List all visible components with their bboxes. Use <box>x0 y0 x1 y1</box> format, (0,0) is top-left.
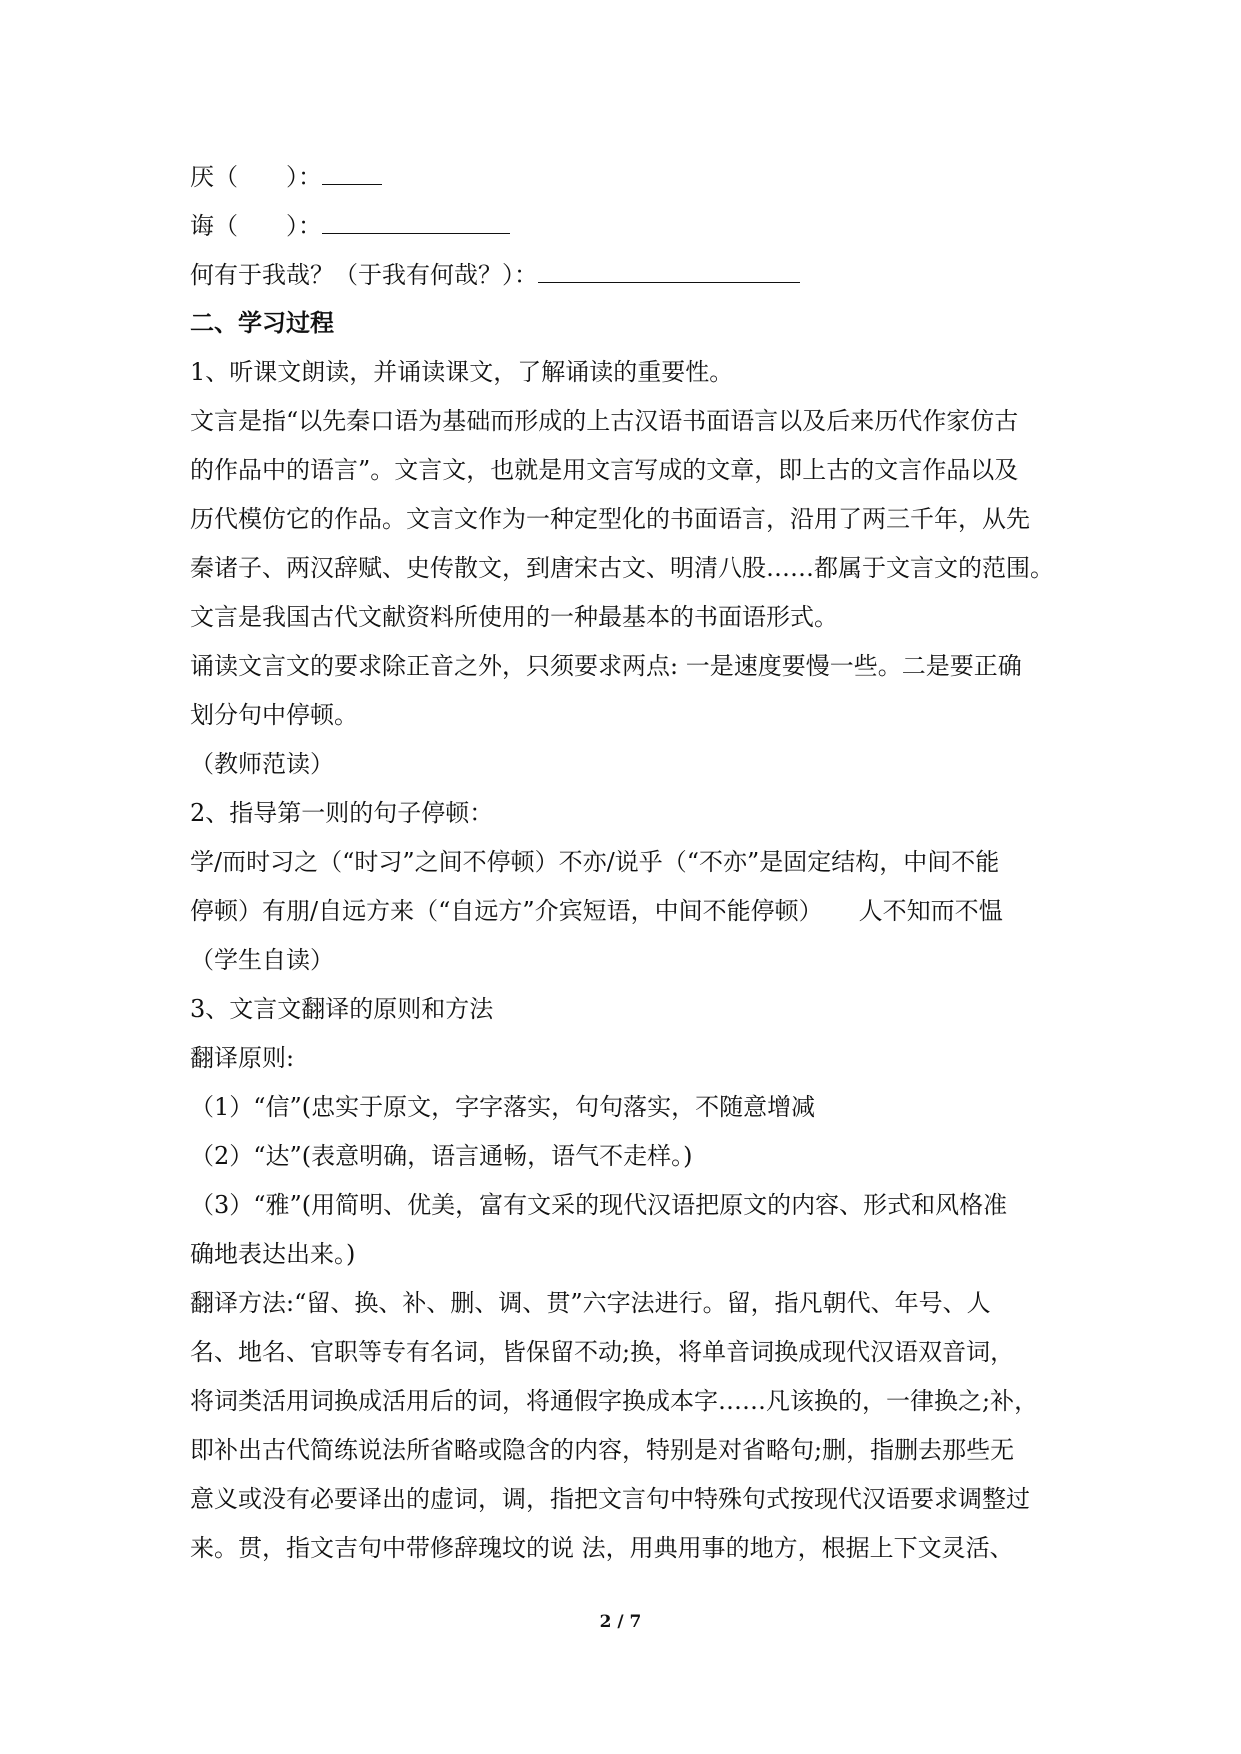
step-heading: 2、指导第一则的句子停顿： <box>190 799 494 827</box>
fill-item-label: 何有于我哉？（于我有何哉？）： <box>190 261 538 289</box>
paragraph-line: 的作品中的语言”。文言文，也就是用文言写成的文章，即上古的文言作品以及 <box>190 456 1019 484</box>
page-number: 2 / 7 <box>599 1612 642 1632</box>
principle-title: 翻译原则: <box>190 1044 295 1072</box>
method-line: 翻译方法:“留、换、补、删、调、贯”六字法进行。留，指凡朝代、年号、人 <box>190 1289 991 1317</box>
method-line: 来。贯，指文吉句中带修辞瑰坟的说 法，用典用事的地方，根据上下文灵活、 <box>190 1534 1014 1562</box>
paragraph-line: 文言是指“以先秦口语为基础而形成的上古汉语书面语言以及后来历代作家仿古 <box>190 407 1019 435</box>
method-line: 意义或没有必要译出的虚词，调，指把文言句中特殊句式按现代汉语要求调整过 <box>190 1485 1030 1513</box>
principle-line: （3）“雅”(用简明、优美，富有文采的现代汉语把原文的内容、形式和风格准 <box>190 1191 1008 1219</box>
paragraph-line: 秦诸子、两汉辞赋、史传散文，到唐宋古文、明清八股……都属于文言文的范围。 <box>190 554 1054 582</box>
student-note: （学生自读） <box>190 946 334 974</box>
teacher-note: （教师范读） <box>190 750 334 778</box>
answer-blank[interactable] <box>322 211 510 234</box>
section-title: 二、学习过程 <box>190 308 334 337</box>
method-line: 将词类活用词换成活用后的词，将通假字换成本字……凡该换的，一律换之;补， <box>190 1387 1039 1415</box>
fill-item <box>190 211 1070 241</box>
fill-item-label: 诲（ ）： <box>190 212 322 240</box>
principle-line: （1）“信”(忠实于原文，字字落实，句句落实，不随意增减 <box>190 1093 816 1121</box>
paragraph-line: 文言是我国古代文献资料所使用的一种最基本的书面语形式。 <box>190 603 838 631</box>
pause-line: 学/而时习之（“时习”之间不停顿）不亦/说乎（“不亦”是固定结构，中间不能 <box>190 848 1000 876</box>
answer-blank[interactable] <box>322 162 382 185</box>
fill-item-label: 厌（ ）： <box>190 163 322 191</box>
method-line: 即补出古代简练说法所省略或隐含的内容，特别是对省略句;删，指删去那些无 <box>190 1436 1015 1464</box>
paragraph-line: 诵读文言文的要求除正音之外，只须要求两点: 一是速度要慢一些。二是要正确 <box>190 652 1022 680</box>
fill-item <box>190 162 1070 192</box>
pause-line: 停顿）有朋/自远方来（“自远方”介宾短语，中间不能停顿） 人不知而不愠 <box>190 897 1003 925</box>
principle-line: （2）“达”(表意明确，语言通畅，语气不走样。) <box>190 1142 693 1170</box>
paragraph-line: 历代模仿它的作品。文言文作为一种定型化的书面语言，沿用了两三千年，从先 <box>190 505 1030 533</box>
paragraph-line: 划分句中停顿。 <box>190 701 358 729</box>
fill-item <box>190 260 1070 290</box>
answer-blank[interactable] <box>538 260 800 283</box>
method-line: 名、地名、官职等专有名词，皆保留不动;换，将单音词换成现代汉语双音词， <box>190 1338 1015 1366</box>
step-heading: 1、听课文朗读，并诵读课文，了解诵读的重要性。 <box>190 358 734 386</box>
step-heading: 3、文言文翻译的原则和方法 <box>190 995 494 1023</box>
principle-line: 确地表达出来。) <box>190 1240 356 1268</box>
